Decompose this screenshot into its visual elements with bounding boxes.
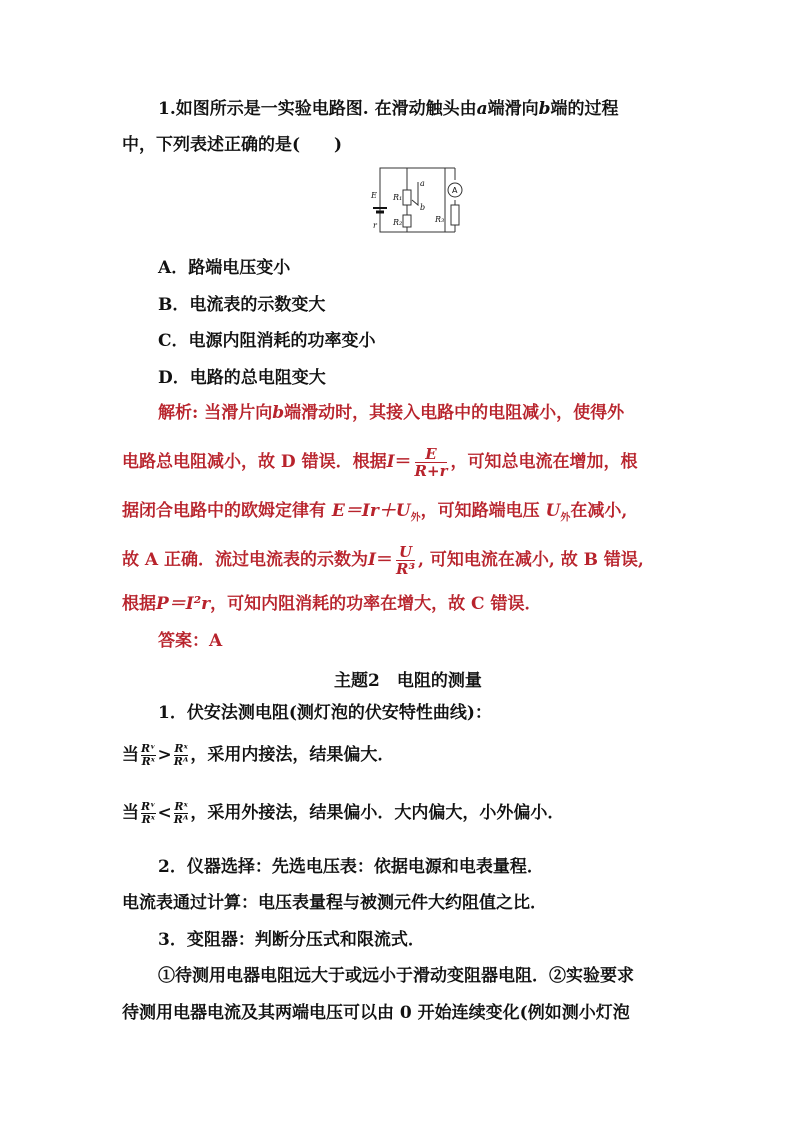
- topic-heading: 主题2 电阻的测量: [334, 671, 482, 691]
- option-d: D．电路的总电阻变大: [158, 368, 326, 388]
- question-line-2: 中，下列表述正确的是( ): [122, 135, 343, 155]
- fraction-E-over-R-plus-r: $\frac{E}{R+r}$: [414, 445, 448, 480]
- label-R2: R₂: [393, 218, 403, 227]
- var-a: a: [476, 99, 488, 119]
- analysis-line-3: 据闭合电路中的欧姆定律有 $E=Ir+U_外$，可知路端电压 $U_外$在减小,: [122, 501, 628, 524]
- topic-item-3: 3．变阻器：判断分压式和限流式．: [158, 930, 425, 950]
- analysis-line-5: 根据P＝I²r，可知内阻消耗的功率在增大，故 C 错误．: [122, 594, 542, 614]
- var-b: b: [538, 99, 551, 119]
- option-a: A．路端电压变小: [158, 258, 291, 278]
- topic-item-3-p2: 待测用电器电流及其两端电压可以由 0 开始连续变化(例如测小灯泡: [122, 1003, 630, 1023]
- option-b: B．电流表的示数变大: [158, 295, 326, 315]
- condition-1: 当 $\frac{\text{Rᵛ}}{\text{Rˣ}}$ > $\frac{\text{Rˣ}}{\text{Rᴬ}}$ ，采用内接法，结果偏大．: [122, 742, 395, 768]
- ammeter-icon: A: [452, 186, 458, 195]
- analysis-line-2: 电路总电阻减小，故 D 错误．根据I＝ $\frac{E}{R+r}$ ，可知总电流在增加，根: [122, 445, 638, 480]
- label-a: a: [420, 179, 425, 188]
- question-line-1: 1.如图所示是一实验电路图. 在滑动触头由a端滑向b端的过程: [158, 99, 619, 119]
- condition-2: 当 $\frac{\text{Rᵛ}}{\text{Rˣ}}$ < $\frac{\text{Rˣ}}{\text{Rᴬ}}$ ，采用外接法，结果偏小．大内偏大，小外偏小．: [122, 800, 565, 826]
- answer: 答案：A: [158, 631, 223, 651]
- fraction-U-over-R3: $\frac{U}{\text{R³}}$: [395, 543, 416, 578]
- label-R3: R₃: [435, 215, 445, 224]
- label-r: r: [373, 221, 377, 230]
- analysis-lead: 解析: [158, 403, 192, 423]
- option-c: C．电源内阻消耗的功率变小: [158, 331, 376, 351]
- label-b: b: [420, 203, 426, 212]
- topic-item-2: 2．仪器选择：先选电压表：依据电源和电表量程．: [158, 857, 544, 877]
- topic-item-3-p1: ①待测用电器电阻远大于或远小于滑动变阻器电阻．②实验要求: [158, 966, 634, 986]
- topic-item-2-cont: 电流表通过计算：电压表量程与被测元件大约阻值之比．: [122, 893, 547, 913]
- analysis-line-4: 故 A 正确．流过电流表的示数为I＝ $\frac{U}{\text{R³}}$ , 可知电流在减小, 故 B 错误,: [122, 543, 644, 578]
- label-R1: R₁: [393, 193, 403, 202]
- analysis-line-1: 解析: 当滑片向b端滑动时，其接入电路中的电阻减小，使得外: [158, 403, 625, 423]
- topic-item-1: 1．伏安法测电阻(测灯泡的伏安特性曲线)：: [158, 703, 492, 723]
- circuit-diagram: [365, 160, 495, 245]
- label-E: E: [371, 191, 377, 200]
